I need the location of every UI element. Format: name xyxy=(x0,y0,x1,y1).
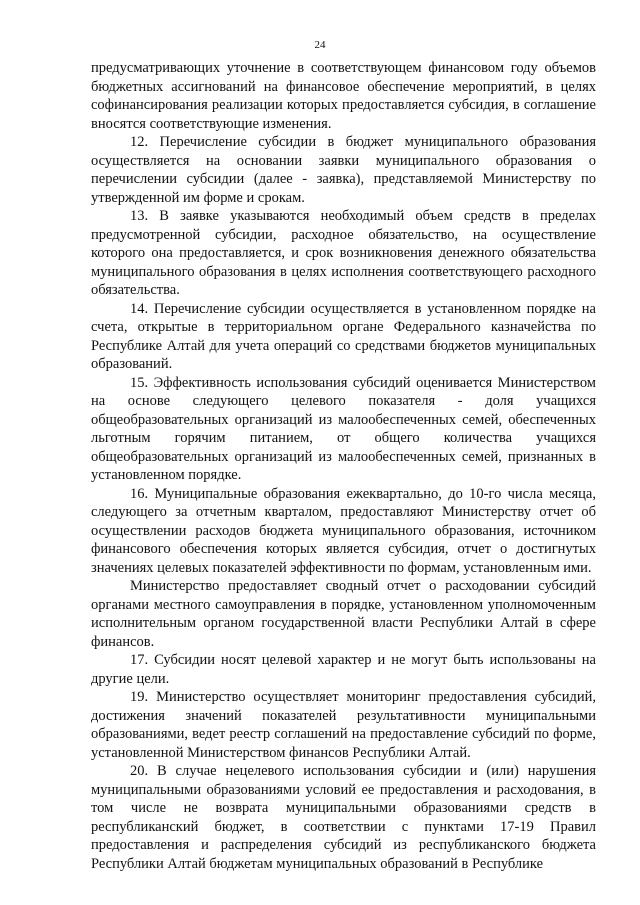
paragraph-20: 20. В случае нецелевого использования субсидии и (или) нарушения муниципальными образованиями условий ее предоставления и расходования, в том числе не возврата муниципальными образованиями средств в республиканский бюджет, в соответствии с пунктами 17-19 Правил предоставления и распределения субсидий из республиканского бюджета Республики Алтай бюджетам муниципальных образований в Республике xyxy=(91,763,596,872)
paragraph-15: 15. Эффективность использования субсидий оценивается Министерством на основе следующего целевого показателя - доля учащихся общеобразовательных организаций из малообеспеченных семей, обеспеченных льготным горячим питанием, от общего количества учащихся общеобразовательных организаций из малообеспеченных семей, признанных в установленном порядке. xyxy=(91,374,596,483)
paragraph-19: 19. Министерство осуществляет мониторинг предоставления субсидий, достижения значений показателей результативности муниципальными образованиями, ведет реестр соглашений на предоставление субсидий по форме, установленной Министерством финансов Республики Алтай. xyxy=(91,689,596,761)
page-number: 24 xyxy=(314,39,326,51)
paragraph-ministry-report: Министерство предоставляет сводный отчет о расходовании субсидий органами местного самоуправления в порядке, установленном уполномоченным исполнительным органом государственной власти Республики Алтай в сфере финансов. xyxy=(91,578,596,650)
paragraph-16: 16. Муниципальные образования ежеквартально, до 10-го числа месяца, следующего за отчетным кварталом, предоставляют Министерству отчет об осуществлении расходов бюджета муниципального образования, источником финансового обеспечения которых является субсидия, отчет о достигнутых значениях целевых показателей эффективности по формам, установленным ими. xyxy=(91,485,596,576)
paragraph-continuation: предусматривающих уточнение в соответствующем финансовом году объемов бюджетных ассигнований на финансовое обеспечение мероприятий, в целях софинансирования реализации которых предоставляется субсидия, в соглашение вносятся соответствующие изменения. xyxy=(91,60,596,132)
paragraph-13: 13. В заявке указываются необходимый объем средств в пределах предусмотренной субсидии, расходное обязательство, на осуществление которого она предоставляется, и срок возникновения денежного обязательства муниципального образования в целях исполнения соответствующего расходного обязательства. xyxy=(91,208,596,298)
paragraph-17: 17. Субсидии носят целевой характер и не могут быть использованы на другие цели. xyxy=(91,652,596,687)
document-body xyxy=(91,59,596,873)
paragraph-14: 14. Перечисление субсидии осуществляется в установленном порядке на счета, открытые в территориальном органе Федерального казначейства по Республике Алтай для учета операций со средствами бюджетов муниципальных образований. xyxy=(91,300,596,372)
paragraph-12: 12. Перечисление субсидии в бюджет муниципального образования осуществляется на основании заявки муниципального образования о перечислении субсидии (далее - заявка), представляемой Министерству по утвержденной им форме и срокам. xyxy=(91,134,596,206)
